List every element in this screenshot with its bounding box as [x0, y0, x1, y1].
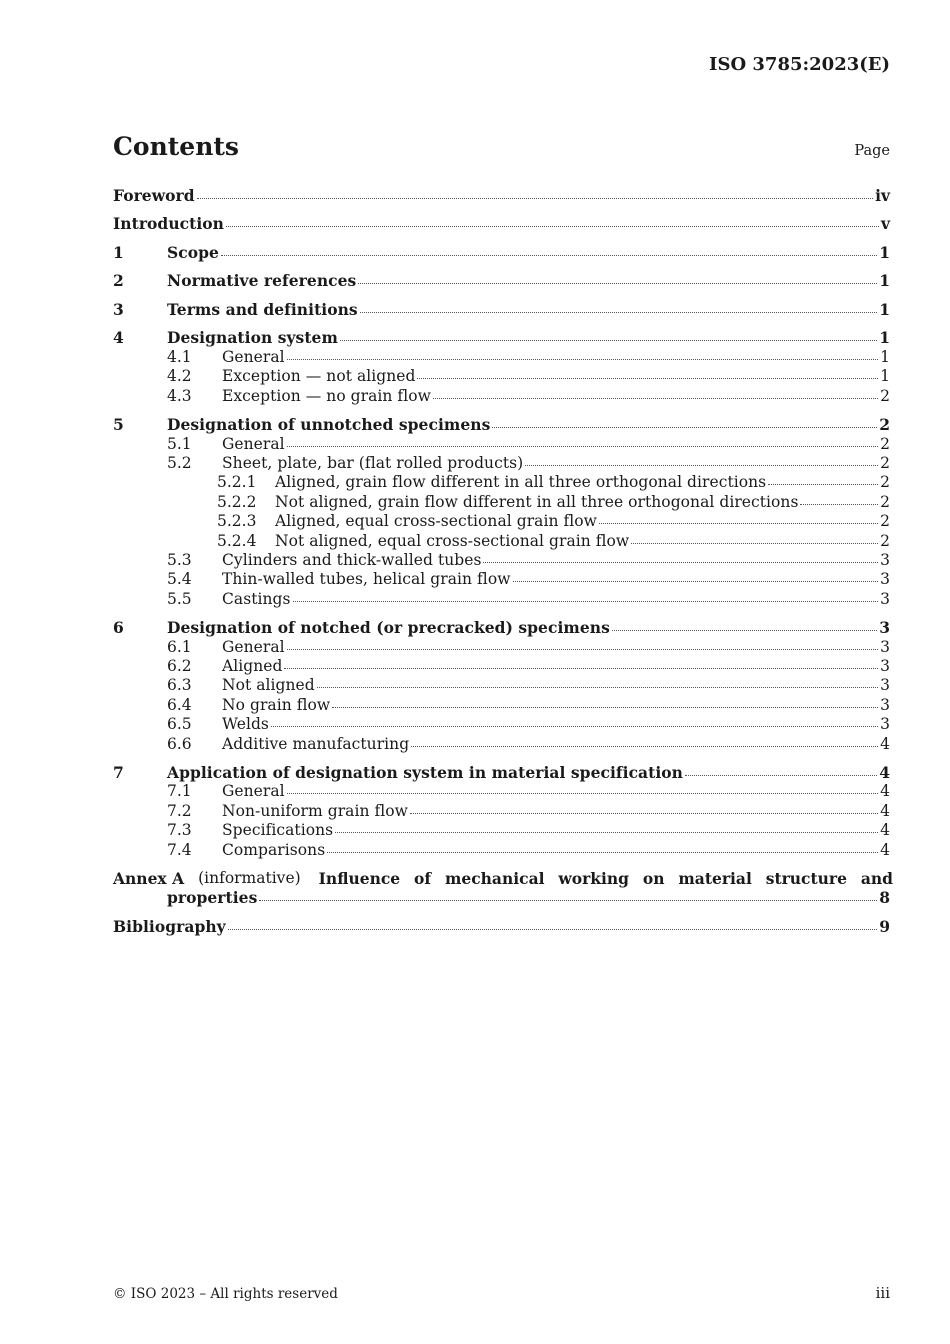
toc-entry-page-number: 3 — [880, 695, 890, 714]
toc-entry-page-number: 3 — [880, 715, 890, 734]
toc-entry[interactable] — [113, 532, 890, 551]
toc-entry[interactable] — [113, 735, 890, 754]
toc-entry[interactable] — [113, 387, 890, 406]
dot-leader — [768, 483, 878, 485]
annex-label: Annex A — [113, 868, 185, 888]
toc-entry-page-number: 4 — [880, 840, 890, 859]
toc-entry-number: 7 — [113, 762, 124, 782]
toc-entry-number: 5.5 — [167, 589, 192, 608]
toc-entry[interactable] — [113, 473, 890, 492]
toc-entry-page-number: 1 — [879, 242, 890, 262]
toc-entry-number: 6.5 — [167, 715, 192, 734]
toc-entry-number: 6 — [113, 618, 124, 638]
toc-entry-title: Welds — [222, 715, 269, 734]
toc-entry[interactable] — [113, 493, 890, 512]
toc-entry-title: Aligned — [222, 656, 283, 675]
toc-entry-page-number: 3 — [880, 676, 890, 695]
toc-entry[interactable] — [113, 205, 890, 234]
toc-entry[interactable] — [113, 406, 890, 435]
dot-leader — [228, 928, 878, 930]
toc-entry-title: Scope — [167, 242, 219, 262]
dot-leader — [411, 745, 878, 747]
toc-entry-number: 6.3 — [167, 676, 192, 695]
toc-entry-number: 5.1 — [167, 434, 192, 453]
toc-entry-title: Specifications — [222, 821, 334, 840]
toc-entry-number: 5.2.1 — [217, 473, 257, 492]
toc-entry-title: Aligned, grain flow different in all three orthogonal directions — [275, 473, 767, 492]
dot-leader — [271, 725, 878, 727]
dot-leader — [800, 503, 878, 505]
dot-leader — [358, 282, 877, 284]
toc-entry-page-number: 2 — [880, 492, 890, 511]
toc-entry-page-number: iv — [875, 186, 890, 205]
toc-entry-title: Foreword — [113, 186, 195, 205]
toc-entry-title: Thin-walled tubes, helical grain flow — [222, 570, 511, 589]
toc-entry-number: 4 — [113, 328, 124, 348]
toc-entry[interactable] — [113, 262, 890, 291]
dot-leader — [433, 397, 878, 399]
toc-entry[interactable] — [113, 348, 890, 367]
toc-entry-page-number: 2 — [880, 386, 890, 405]
annex-heading-line — [113, 860, 893, 888]
toc-entry-title: Application of designation system in material specification — [167, 762, 684, 782]
dot-leader — [226, 225, 879, 227]
toc-entry-number: 5.2 — [167, 453, 192, 472]
toc-entry[interactable] — [113, 841, 890, 860]
dot-leader — [410, 812, 878, 814]
toc-entry-page-number: 3 — [880, 637, 890, 656]
dot-leader — [332, 706, 878, 708]
toc-entry-number: 6.4 — [167, 695, 192, 714]
contents-header — [113, 132, 890, 161]
toc-entry[interactable] — [113, 782, 890, 801]
toc-entry-title: Exception — no grain flow — [222, 386, 431, 405]
toc-entry[interactable] — [113, 234, 890, 263]
dot-leader — [685, 774, 877, 776]
toc-entry[interactable] — [113, 291, 890, 320]
toc-entry-number: 1 — [113, 242, 124, 262]
toc-entries — [113, 186, 890, 860]
toc-entry[interactable] — [113, 186, 890, 205]
annex-title-line1: Influence of mechanical working on material structure and — [318, 868, 893, 888]
toc-entry-title: Comparisons — [222, 840, 326, 859]
toc-entry-title: Additive manufacturing — [222, 734, 410, 753]
toc-entry-page-number: 4 — [879, 762, 890, 782]
toc-entry[interactable] — [113, 590, 890, 609]
page-number: iii — [875, 1284, 890, 1302]
toc-entry-number: 7.4 — [167, 840, 192, 859]
toc-entry-title: Sheet, plate, bar (flat rolled products) — [222, 453, 524, 472]
toc-entry-title: Non-uniform grain flow — [222, 801, 408, 820]
toc-entry[interactable] — [113, 715, 890, 734]
toc-entry-page-number: 3 — [880, 570, 890, 589]
toc-entry-page-number: 4 — [880, 801, 890, 820]
toc-entry[interactable] — [113, 551, 890, 570]
toc-entry-page-number: 2 — [880, 473, 890, 492]
dot-leader — [599, 522, 878, 524]
toc-entry-title: Aligned, equal cross-sectional grain flow — [275, 512, 597, 531]
toc-entry-page-number: 1 — [879, 299, 890, 319]
toc-entry-page-number: 1 — [879, 328, 890, 348]
toc-entry-title: General — [222, 782, 285, 801]
toc-entry-number: 4.3 — [167, 386, 192, 405]
toc-entry-title: General — [222, 347, 285, 366]
toc-entry-page-number: 2 — [880, 531, 890, 550]
toc-entry-page-number: 4 — [880, 734, 890, 753]
toc-entry-number: 5.3 — [167, 550, 192, 569]
annex-title-continuation — [113, 888, 890, 907]
dot-leader — [287, 358, 878, 360]
toc-entry[interactable] — [113, 435, 890, 454]
toc-entry-number: 4.2 — [167, 367, 192, 386]
toc-entry-page-number: v — [880, 214, 890, 234]
toc-entry-number: 6.2 — [167, 656, 192, 675]
dot-leader — [197, 197, 873, 199]
annex-page-number: 8 — [879, 888, 890, 908]
toc-entry-title: Designation of unnotched specimens — [167, 415, 491, 435]
toc-entry[interactable] — [113, 512, 890, 531]
toc-entry-number: 5.2.2 — [217, 492, 257, 511]
dot-leader — [287, 445, 878, 447]
toc-entry-title: No grain flow — [222, 695, 331, 714]
dot-leader — [259, 899, 877, 901]
toc-entry-page-number: 2 — [880, 434, 890, 453]
dot-leader — [293, 600, 879, 602]
dot-leader — [631, 542, 878, 544]
dot-leader — [483, 561, 878, 563]
toc-entry-title: Designation system — [167, 328, 338, 348]
toc-entry[interactable] — [113, 454, 890, 473]
dot-leader — [513, 580, 879, 582]
toc-entry-page-number: 1 — [880, 347, 890, 366]
toc-entry[interactable] — [113, 570, 890, 589]
toc-entry-title: General — [222, 434, 285, 453]
toc-entry-title: Castings — [222, 589, 291, 608]
toc-entry-page-number: 2 — [880, 512, 890, 531]
dot-leader — [340, 339, 877, 341]
toc-entry-title: Not aligned, equal cross-sectional grain flow — [275, 531, 630, 550]
dot-leader — [525, 464, 878, 466]
toc-entry-number: 2 — [113, 271, 124, 291]
dot-leader — [360, 311, 878, 313]
toc-entry[interactable] — [113, 754, 890, 783]
toc-entry[interactable] — [113, 802, 890, 821]
bibliography-page-number: 9 — [879, 916, 890, 936]
toc-entry[interactable] — [113, 319, 890, 348]
dot-leader — [317, 686, 878, 688]
toc-entry-number: 7.3 — [167, 821, 192, 840]
toc-entry-page-number: 4 — [880, 782, 890, 801]
toc-entry-title: Introduction — [113, 214, 224, 234]
annex-title-line2: properties — [167, 888, 258, 908]
toc-entry-number: 7.1 — [167, 782, 192, 801]
toc-entry-number: 5 — [113, 415, 124, 435]
toc-entry-title: Normative references — [167, 271, 357, 291]
toc-entry-title: Not aligned — [222, 676, 315, 695]
toc-entry-title: Cylinders and thick-walled tubes — [222, 550, 482, 569]
document-id: ISO 3785:2023(E) — [709, 54, 890, 75]
toc-entry[interactable] — [113, 821, 890, 840]
toc-entry-page-number: 2 — [879, 415, 890, 435]
page-title: Contents — [113, 132, 240, 161]
table-of-contents — [113, 186, 893, 936]
dot-leader — [284, 667, 878, 669]
toc-entry-page-number: 1 — [879, 271, 890, 291]
toc-entry-title: Exception — not aligned — [222, 367, 416, 386]
toc-entry-page-number: 3 — [879, 618, 890, 638]
toc-entry-title: Designation of notched (or precracked) specimens — [167, 618, 610, 638]
toc-entry-number: 6.6 — [167, 734, 192, 753]
dot-leader — [492, 426, 877, 428]
toc-entry[interactable] — [113, 696, 890, 715]
annex-type: (informative) — [198, 868, 301, 887]
toc-entry-title: Not aligned, grain flow different in all three orthogonal directions — [275, 492, 799, 511]
toc-entry-page-number: 4 — [880, 821, 890, 840]
toc-entry-number: 5.2.4 — [217, 531, 257, 550]
toc-entry[interactable] — [113, 638, 890, 657]
dot-leader — [221, 254, 877, 256]
dot-leader — [335, 831, 878, 833]
toc-entry-page-number: 3 — [880, 589, 890, 608]
dot-leader — [612, 629, 877, 631]
toc-entry-page-number: 3 — [880, 656, 890, 675]
toc-entry-annex-a[interactable] — [113, 860, 893, 908]
toc-entry[interactable] — [113, 676, 890, 695]
toc-entry-number: 5.2.3 — [217, 512, 257, 531]
toc-entry[interactable] — [113, 367, 890, 386]
toc-entry-title: Terms and definitions — [167, 299, 358, 319]
toc-entry[interactable] — [113, 657, 890, 676]
copyright-notice: © ISO 2023 – All rights reserved — [113, 1286, 338, 1302]
toc-entry-page-number: 1 — [880, 367, 890, 386]
toc-entry[interactable] — [113, 609, 890, 638]
bibliography-label: Bibliography — [113, 916, 226, 936]
toc-entry-number: 3 — [113, 299, 124, 319]
toc-entry-number: 5.4 — [167, 570, 192, 589]
toc-entry-page-number: 3 — [880, 550, 890, 569]
dot-leader — [417, 377, 878, 379]
toc-entry-number: 7.2 — [167, 801, 192, 820]
toc-entry-title: General — [222, 637, 285, 656]
dot-leader — [327, 851, 878, 853]
toc-entry-number: 6.1 — [167, 637, 192, 656]
toc-entry-page-number: 2 — [880, 453, 890, 472]
dot-leader — [287, 648, 878, 650]
toc-entry-number: 4.1 — [167, 347, 192, 366]
page-column-label: Page — [854, 143, 890, 159]
page-footer — [113, 1284, 890, 1302]
dot-leader — [287, 792, 878, 794]
toc-entry-bibliography[interactable] — [113, 908, 890, 937]
